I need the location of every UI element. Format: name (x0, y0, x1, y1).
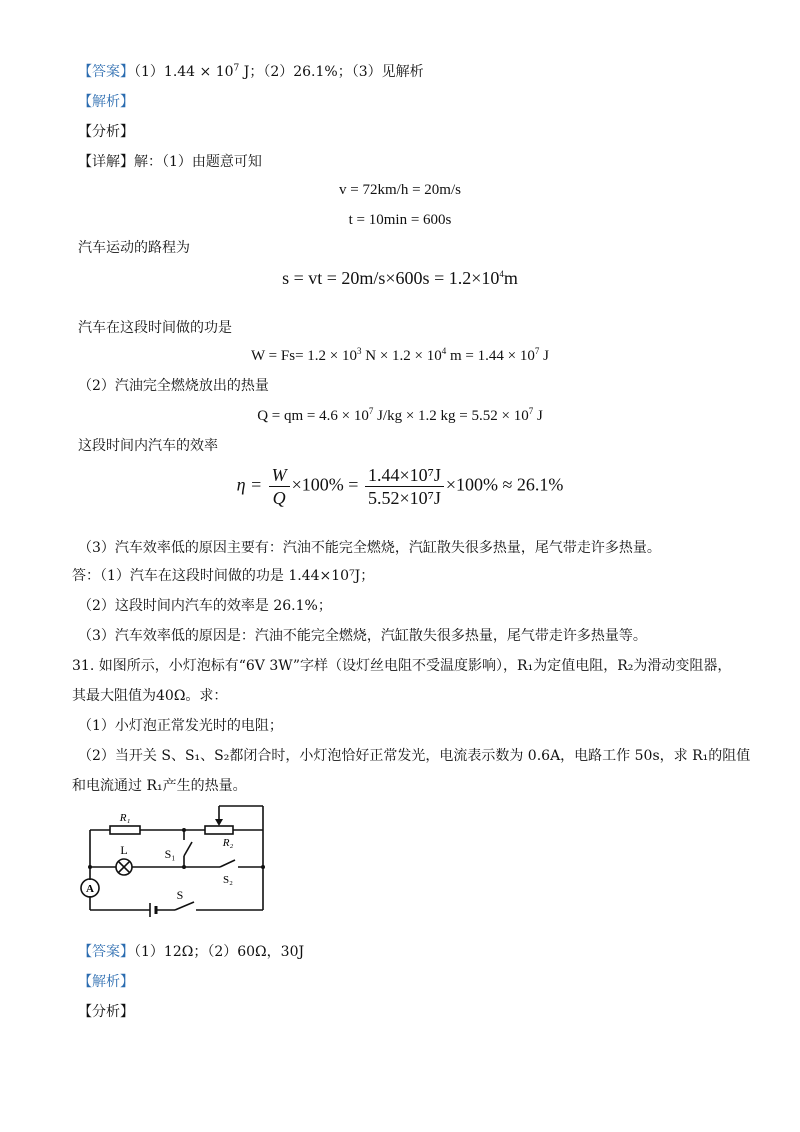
label-s2: S₂ (223, 874, 233, 886)
question-31-line2: 其最大阻值为40Ω。求： (72, 688, 228, 704)
jiexi-tag: 【解析】 (78, 94, 134, 110)
fraction-w-over-q (269, 464, 290, 509)
circuit-diagram (70, 800, 280, 920)
eq-s-exp: 4 (499, 269, 504, 279)
q31-fenxi-tag: 【分析】 (78, 1004, 134, 1020)
eq-w-e1: 3 (357, 346, 362, 356)
question-31-line1: 31. 如图所示，小灯泡标有“6V 3W”字样（设灯丝电阻不受温度影响），R₁为定值电阻，R₂为滑动变阻器， (72, 658, 732, 674)
detail-line: 【详解】解：（1）由题意可知 (78, 154, 262, 170)
q31-answer-tag: 【答案】 (78, 944, 134, 960)
conclusion-1: 答：（1）汽车在这段时间做的功是 1.44×10⁷J； (72, 568, 375, 584)
eq-q-e2: 7 (528, 406, 534, 416)
answer-exponent: 7 (233, 63, 240, 74)
answer-text-b: J；（2）26.1%；（3）见解析 (239, 64, 424, 80)
label-s: S (176, 888, 184, 902)
fenxi-tag: 【分析】 (78, 124, 134, 140)
equation-efficiency (0, 464, 800, 509)
eq-q-e1: 7 (368, 406, 374, 416)
eq-eta-lhs: η = (236, 474, 267, 495)
label-r1: R₁ (119, 812, 131, 824)
equation-velocity: v = 72km/h = 20m/s (339, 182, 461, 198)
eq-q-c: J (533, 408, 543, 424)
eq-w-c: m = 1.44 × 10 (446, 348, 535, 364)
eq-w-e2: 4 (441, 346, 447, 356)
path-label: 汽车运动的路程为 (78, 240, 190, 256)
equation-work (0, 346, 800, 366)
reason-line: （3）汽车效率低的原因主要有：汽油不能完全燃烧，汽缸散失很多热量，尾气带走许多热量。 (78, 540, 661, 556)
equation-distance (0, 268, 800, 288)
answer-tag: 【答案】 (78, 64, 134, 80)
eq-eta-d2: 5.52×10⁷J (367, 488, 441, 508)
label-ammeter: A (86, 883, 94, 895)
equation-time: t = 10min = 600s (348, 212, 452, 228)
q31-answer-text: （1）12Ω；（2）60Ω，30J (134, 944, 305, 960)
eq-s-b: m (503, 268, 518, 288)
heat-label: （2）汽油完全燃烧放出的热量 (78, 378, 269, 394)
eq-eta-d1: Q (272, 488, 286, 508)
question-31-sub3: 和电流通过 R₁产生的热量。 (72, 778, 247, 794)
conclusion-2: （2）这段时间内汽车的效率是 26.1%； (78, 598, 332, 614)
work-label: 汽车在这段时间做的功是 (78, 320, 232, 336)
q31-answer-line (78, 942, 304, 962)
eq-q-b: J/kg × 1.2 kg = 5.52 × 10 (373, 408, 529, 424)
question-31-sub1: （1）小灯泡正常发光时的电阻； (78, 718, 283, 734)
conclusion-3: （3）汽车效率低的原因是：汽油不能完全燃烧，汽缸散失很多热量，尾气带走许多热量等。 (78, 628, 647, 644)
q31-jiexi-tag: 【解析】 (78, 974, 134, 990)
eq-w-d: J (539, 348, 549, 364)
fraction-values (365, 464, 444, 509)
eq-w-b: N × 1.2 × 10 (361, 348, 442, 364)
eq-eta-end: ×100% ≈ 26.1% (445, 474, 564, 495)
eq-w-e3: 7 (534, 346, 540, 356)
label-s1: S₁ (164, 847, 176, 861)
slider-arrow-icon (215, 819, 223, 826)
eq-s-a: s = vt = 20m/s×600s = 1.2×10 (282, 268, 500, 288)
eq-eta-n2: 1.44×10⁷J (365, 464, 444, 487)
question-31-sub2: （2）当开关 S、S₁、S₂都闭合时，小灯泡恰好正常发光，电流表示数为 0.6A，电路工作 50s，求 R₁的阻值 (78, 748, 751, 764)
efficiency-label: 这段时间内汽车的效率 (78, 438, 218, 454)
answer-line (78, 62, 424, 82)
eq-eta-n1: W (269, 464, 290, 487)
label-r2: R₂ (222, 837, 234, 849)
equation-heat (0, 406, 800, 426)
label-lamp: L (120, 843, 128, 857)
answer-text-a: （1）1.44 × 10 (134, 64, 234, 80)
eq-w-a: W = Fs= 1.2 × 10 (251, 348, 357, 364)
eq-eta-mid: ×100% = (291, 474, 363, 495)
eq-q-a: Q = qm = 4.6 × 10 (257, 408, 369, 424)
